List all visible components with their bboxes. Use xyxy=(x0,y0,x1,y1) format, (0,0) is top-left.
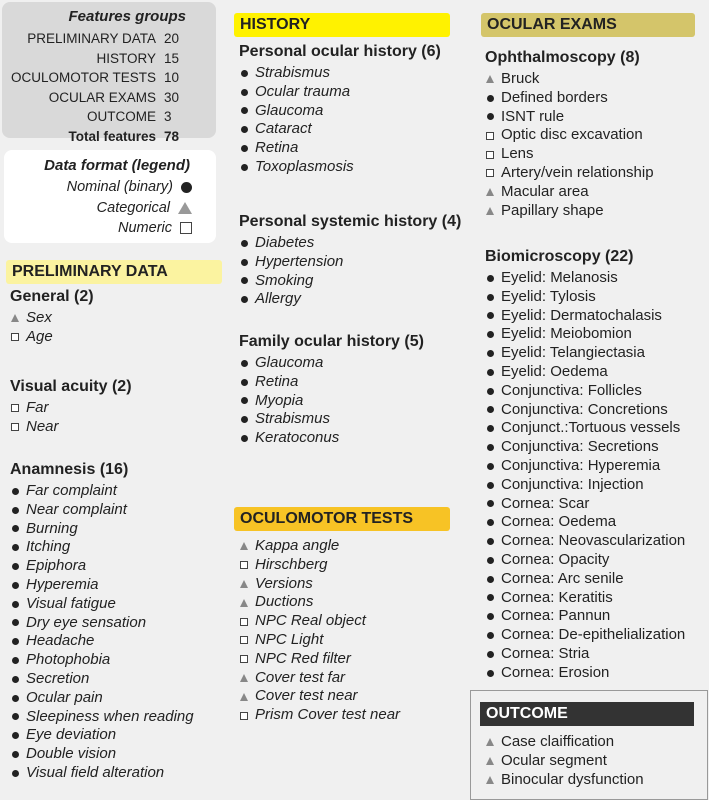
bullet-dot-icon xyxy=(10,582,20,589)
group-count: 15 xyxy=(164,50,180,66)
section-title: Personal systemic history (4) xyxy=(239,213,462,230)
item-label: Hyperemia xyxy=(26,575,99,593)
item-label: Ocular trauma xyxy=(255,82,351,100)
list-item xyxy=(10,614,194,633)
list-item xyxy=(239,429,424,448)
item-label: Toxoplasmosis xyxy=(255,157,354,175)
item-label: Eyelid: Oedema xyxy=(501,362,608,380)
legend-label: Nominal (binary) xyxy=(66,179,173,195)
bullet-dot-icon xyxy=(485,369,495,376)
list-item xyxy=(239,83,441,102)
item-label: Versions xyxy=(255,574,313,592)
list-item xyxy=(10,399,132,418)
list-item xyxy=(485,382,685,401)
item-label: Eyelid: Telangiectasia xyxy=(501,344,645,362)
list-item xyxy=(485,307,685,326)
item-label: Retina xyxy=(255,372,299,390)
bullet-dot-icon xyxy=(485,463,495,470)
legend-row xyxy=(118,220,192,236)
bullet-dot-icon xyxy=(10,544,20,551)
item-label: Cover test near xyxy=(255,687,358,705)
list-item xyxy=(239,272,461,291)
triangle-icon xyxy=(178,202,192,214)
group-row xyxy=(10,70,180,85)
item-label: Conjunct.:Tortuous vessels xyxy=(501,419,681,437)
item-label: Smoking xyxy=(255,271,314,289)
square-icon xyxy=(239,636,249,644)
bullet-dot-icon xyxy=(239,435,249,442)
bullet-dot-icon xyxy=(239,145,249,152)
item-label: Cornea: Scar xyxy=(501,494,590,512)
list-item xyxy=(485,438,685,457)
bullet-dot-icon xyxy=(239,126,249,133)
group-count: 10 xyxy=(164,70,180,85)
outcome-header: OUTCOME xyxy=(480,702,694,726)
list-item xyxy=(485,607,685,626)
list-item xyxy=(239,612,400,631)
section-title: General (2) xyxy=(10,288,94,305)
item-label: Epiphora xyxy=(26,557,87,575)
item-label: NPC Red filter xyxy=(255,649,351,667)
section-outcome xyxy=(485,733,644,789)
triangle-icon xyxy=(239,542,249,550)
list-item xyxy=(485,401,685,420)
list-item xyxy=(239,537,400,556)
item-label: Glaucoma xyxy=(255,354,324,371)
list-item xyxy=(239,253,461,272)
item-label: Conjunctiva: Secretions xyxy=(501,438,659,456)
item-label: Retina xyxy=(255,139,299,157)
triangle-icon xyxy=(239,674,249,682)
item-label: Near xyxy=(26,417,59,435)
list-item xyxy=(10,595,194,614)
item-label: Eyelid: Melanosis xyxy=(501,269,618,286)
list-item xyxy=(485,419,685,438)
group-row xyxy=(48,89,180,105)
item-label: Eye deviation xyxy=(26,726,117,744)
legend-label: Categorical xyxy=(96,199,170,216)
list-item xyxy=(239,158,441,177)
list-item xyxy=(485,70,654,89)
section-biomicroscopy xyxy=(485,248,685,683)
list-item xyxy=(485,476,685,495)
list-item xyxy=(10,557,194,576)
list-item xyxy=(10,689,194,708)
list-item xyxy=(239,64,441,83)
item-label: Glaucoma xyxy=(255,101,324,119)
item-label: Cornea: Neovascularization xyxy=(501,532,686,550)
bullet-dot-icon xyxy=(485,331,495,338)
triangle-icon xyxy=(485,75,495,83)
bullet-dot-icon xyxy=(485,406,495,413)
list-item xyxy=(239,575,400,594)
list-item xyxy=(10,309,94,328)
item-label: Diabetes xyxy=(255,234,315,251)
list-item xyxy=(239,120,441,139)
bullet-dot-icon xyxy=(239,70,249,77)
bullet-dot-icon xyxy=(485,294,495,301)
item-label: NPC Real object xyxy=(255,612,366,630)
item-label: Conjunctiva: Hyperemia xyxy=(501,456,661,474)
list-item xyxy=(485,771,644,790)
item-label: Itching xyxy=(26,538,71,556)
bullet-dot-icon xyxy=(485,557,495,564)
bullet-dot-icon xyxy=(10,488,20,495)
list-item xyxy=(239,631,400,650)
list-item xyxy=(10,726,194,745)
group-label: HISTORY xyxy=(96,50,156,66)
item-label: Ductions xyxy=(255,593,314,611)
item-label: Cover test far xyxy=(255,668,346,686)
list-item xyxy=(485,164,654,183)
square-icon xyxy=(485,151,495,159)
triangle-icon xyxy=(239,693,249,701)
bullet-dot-icon xyxy=(10,638,20,645)
list-item xyxy=(239,354,424,373)
triangle-icon xyxy=(485,776,495,784)
features-groups-title: Features groups xyxy=(68,8,186,25)
group-count: 3 xyxy=(164,109,172,124)
ocular-exams-header: OCULAR EXAMS xyxy=(481,13,695,37)
section-title: Visual acuity (2) xyxy=(10,378,132,395)
item-label: Far xyxy=(26,399,49,416)
bullet-dot-icon xyxy=(10,732,20,739)
bullet-dot-icon xyxy=(485,482,495,489)
list-item xyxy=(10,632,194,651)
item-label: Far complaint xyxy=(26,482,117,499)
list-item xyxy=(485,269,685,288)
item-label: Conjunctiva: Concretions xyxy=(501,400,668,418)
bullet-dot-icon xyxy=(10,770,20,777)
item-label: Lens xyxy=(501,145,534,163)
square-icon xyxy=(485,169,495,177)
list-item xyxy=(485,202,654,221)
section-title: Ophthalmoscopy (8) xyxy=(485,49,640,66)
item-label: Strabismus xyxy=(255,64,331,81)
item-label: Defined borders xyxy=(501,88,608,106)
item-label: Hirschberg xyxy=(255,555,328,573)
list-item xyxy=(10,764,194,783)
list-item xyxy=(239,373,424,392)
bullet-dot-icon xyxy=(10,713,20,720)
square-icon xyxy=(10,404,20,412)
triangle-icon xyxy=(485,188,495,196)
item-label: Ocular segment xyxy=(501,751,607,769)
group-row xyxy=(96,50,180,66)
list-item xyxy=(485,752,644,771)
section-personal-systemic-history xyxy=(239,213,461,309)
group-row xyxy=(87,109,172,124)
list-item xyxy=(485,733,644,752)
list-item xyxy=(485,89,654,108)
bullet-dot-icon xyxy=(485,538,495,545)
bullet-dot-icon xyxy=(239,277,249,284)
square-icon xyxy=(180,222,192,234)
item-label: Secretion xyxy=(26,669,90,687)
list-item xyxy=(485,288,685,307)
list-item xyxy=(485,626,685,645)
section-title: Biomicroscopy (22) xyxy=(485,248,634,265)
features-groups-box xyxy=(2,2,216,144)
square-icon xyxy=(485,132,495,140)
list-item xyxy=(10,520,194,539)
bullet-dot-icon xyxy=(485,113,495,120)
list-item xyxy=(10,670,194,689)
bullet-dot-icon xyxy=(10,563,20,570)
list-item xyxy=(485,183,654,202)
square-icon xyxy=(239,618,249,626)
list-item xyxy=(239,556,400,575)
bullet-dot-icon xyxy=(485,444,495,451)
bullet-dot-icon xyxy=(10,676,20,683)
triangle-icon xyxy=(10,314,20,322)
square-icon xyxy=(239,655,249,663)
list-item xyxy=(485,495,685,514)
item-label: Keratoconus xyxy=(255,429,340,447)
item-label: Burning xyxy=(26,519,78,537)
group-count: 20 xyxy=(164,31,180,46)
list-item xyxy=(485,126,654,145)
item-label: Optic disc excavation xyxy=(501,126,643,144)
bullet-dot-icon xyxy=(10,601,20,608)
legend-row xyxy=(67,179,192,195)
item-label: Double vision xyxy=(26,745,117,763)
bullet-dot-icon xyxy=(485,500,495,507)
list-item xyxy=(239,234,461,253)
item-label: Case claiffication xyxy=(501,733,615,750)
section-anamnesis xyxy=(10,461,194,783)
item-label: Headache xyxy=(26,632,95,650)
bullet-dot-icon xyxy=(485,312,495,319)
item-label: Cornea: Keratitis xyxy=(501,588,613,606)
bullet-dot-icon xyxy=(181,182,192,193)
list-item xyxy=(10,651,194,670)
square-icon xyxy=(239,561,249,569)
item-label: Bruck xyxy=(501,70,540,87)
bullet-dot-icon xyxy=(485,576,495,583)
item-label: Artery/vein relationship xyxy=(501,163,654,181)
item-label: Eyelid: Tylosis xyxy=(501,287,596,305)
bullet-dot-icon xyxy=(10,751,20,758)
section-general xyxy=(10,288,94,347)
item-label: Cornea: Erosion xyxy=(501,663,610,681)
item-label: Cornea: Oedema xyxy=(501,513,617,531)
oculomotor-header: OCULOMOTOR TESTS xyxy=(234,507,450,531)
item-label: Cornea: Arc senile xyxy=(501,569,624,587)
item-label: Cornea: De-epithelialization xyxy=(501,626,686,644)
item-label: Binocular dysfunction xyxy=(501,770,644,788)
list-item xyxy=(239,687,400,706)
bullet-dot-icon xyxy=(10,695,20,702)
bullet-dot-icon xyxy=(239,259,249,266)
item-label: Papillary shape xyxy=(501,201,604,219)
item-label: Sex xyxy=(26,309,52,326)
triangle-icon xyxy=(485,207,495,215)
bullet-dot-icon xyxy=(485,95,495,102)
list-item xyxy=(485,325,685,344)
list-item xyxy=(485,570,685,589)
list-item xyxy=(485,145,654,164)
item-label: Photophobia xyxy=(26,651,111,669)
list-item xyxy=(10,328,94,347)
item-label: Conjunctiva: Injection xyxy=(501,475,644,493)
bullet-dot-icon xyxy=(239,164,249,171)
bullet-dot-icon xyxy=(239,107,249,114)
list-item xyxy=(10,418,132,437)
section-title: Personal ocular history (6) xyxy=(239,43,441,60)
bullet-dot-icon xyxy=(485,594,495,601)
item-label: Cataract xyxy=(255,120,312,138)
bullet-dot-icon xyxy=(239,240,249,247)
triangle-icon xyxy=(485,757,495,765)
section-title: Anamnesis (16) xyxy=(10,461,129,478)
item-label: Visual fatigue xyxy=(26,594,116,612)
item-label: Hypertension xyxy=(255,252,344,270)
item-label: Age xyxy=(26,327,53,345)
bullet-dot-icon xyxy=(485,425,495,432)
item-label: Eyelid: Meiobomion xyxy=(501,325,632,343)
square-icon xyxy=(239,712,249,720)
total-row xyxy=(68,128,180,144)
bullet-dot-icon xyxy=(485,275,495,282)
legend-row xyxy=(97,200,192,216)
list-item xyxy=(239,669,400,688)
item-label: Dry eye sensation xyxy=(26,613,147,631)
list-item xyxy=(10,576,194,595)
item-label: Allergy xyxy=(255,290,301,308)
item-label: Myopia xyxy=(255,391,304,409)
bullet-dot-icon xyxy=(239,379,249,386)
list-item xyxy=(10,708,194,727)
bullet-dot-icon xyxy=(239,360,249,367)
list-item xyxy=(485,589,685,608)
list-item xyxy=(10,501,194,520)
group-count: 30 xyxy=(164,89,180,105)
list-item xyxy=(485,513,685,532)
bullet-dot-icon xyxy=(485,670,495,677)
list-item xyxy=(239,706,400,725)
item-label: Ocular pain xyxy=(26,688,103,706)
square-icon xyxy=(10,333,20,341)
bullet-dot-icon xyxy=(485,632,495,639)
section-title: Family ocular history (5) xyxy=(239,333,424,350)
bullet-dot-icon xyxy=(239,416,249,423)
legend-title: Data format (legend) xyxy=(44,157,190,174)
list-item xyxy=(485,664,685,683)
list-item xyxy=(485,457,685,476)
list-item xyxy=(485,551,685,570)
list-item xyxy=(239,650,400,669)
list-item xyxy=(485,344,685,363)
bullet-dot-icon xyxy=(10,619,20,626)
item-label: Eyelid: Dermatochalasis xyxy=(501,306,662,324)
item-label: Near complaint xyxy=(26,500,127,518)
bullet-dot-icon xyxy=(239,89,249,96)
item-label: NPC Light xyxy=(255,630,324,648)
list-item xyxy=(10,482,194,501)
bullet-dot-icon xyxy=(10,525,20,532)
bullet-dot-icon xyxy=(239,296,249,303)
list-item xyxy=(10,538,194,557)
bullet-dot-icon xyxy=(10,507,20,514)
group-label: OCULAR EXAMS xyxy=(48,89,156,105)
group-label: OCULOMOTOR TESTS xyxy=(10,70,156,85)
square-icon xyxy=(10,423,20,431)
section-ophthalmoscopy xyxy=(485,49,654,220)
list-item xyxy=(485,363,685,382)
legend-box xyxy=(4,150,216,243)
bullet-dot-icon xyxy=(485,651,495,658)
section-family-ocular-history xyxy=(239,333,424,448)
bullet-dot-icon xyxy=(485,613,495,620)
item-label: Cornea: Stria xyxy=(501,644,590,662)
bullet-dot-icon xyxy=(485,388,495,395)
bullet-dot-icon xyxy=(10,657,20,664)
total-count: 78 xyxy=(164,128,180,144)
item-label: Macular area xyxy=(501,182,589,200)
item-label: Cornea: Pannun xyxy=(501,607,611,625)
item-label: Visual field alteration xyxy=(26,763,165,781)
group-label: PRELIMINARY DATA xyxy=(27,31,156,46)
list-item xyxy=(485,532,685,551)
bullet-dot-icon xyxy=(485,519,495,526)
list-item xyxy=(239,139,441,158)
item-label: Conjunctiva: Follicles xyxy=(501,381,642,399)
item-label: Kappa angle xyxy=(255,537,340,554)
legend-label: Numeric xyxy=(118,220,172,236)
triangle-icon xyxy=(239,599,249,607)
bullet-dot-icon xyxy=(239,397,249,404)
section-visual-acuity xyxy=(10,378,132,437)
section-personal-ocular-history xyxy=(239,43,441,177)
item-label: Sleepiness when reading xyxy=(26,707,194,725)
list-item xyxy=(10,745,194,764)
item-label: Prism Cover test near xyxy=(255,706,401,724)
bullet-dot-icon xyxy=(485,350,495,357)
section-oculomotor-tests xyxy=(239,537,400,725)
list-item xyxy=(239,593,400,612)
total-label: Total features xyxy=(68,128,156,144)
item-label: ISNT rule xyxy=(501,107,565,125)
list-item xyxy=(239,290,461,309)
item-label: Strabismus xyxy=(255,410,331,428)
history-header: HISTORY xyxy=(234,13,450,37)
preliminary-header: PRELIMINARY DATA xyxy=(6,260,222,284)
group-row xyxy=(27,31,180,46)
triangle-icon xyxy=(485,738,495,746)
item-label: Cornea: Opacity xyxy=(501,550,610,568)
group-label: OUTCOME xyxy=(87,109,156,124)
list-item xyxy=(485,108,654,127)
list-item xyxy=(239,410,424,429)
list-item xyxy=(485,645,685,664)
list-item xyxy=(239,392,424,411)
triangle-icon xyxy=(239,580,249,588)
list-item xyxy=(239,102,441,121)
